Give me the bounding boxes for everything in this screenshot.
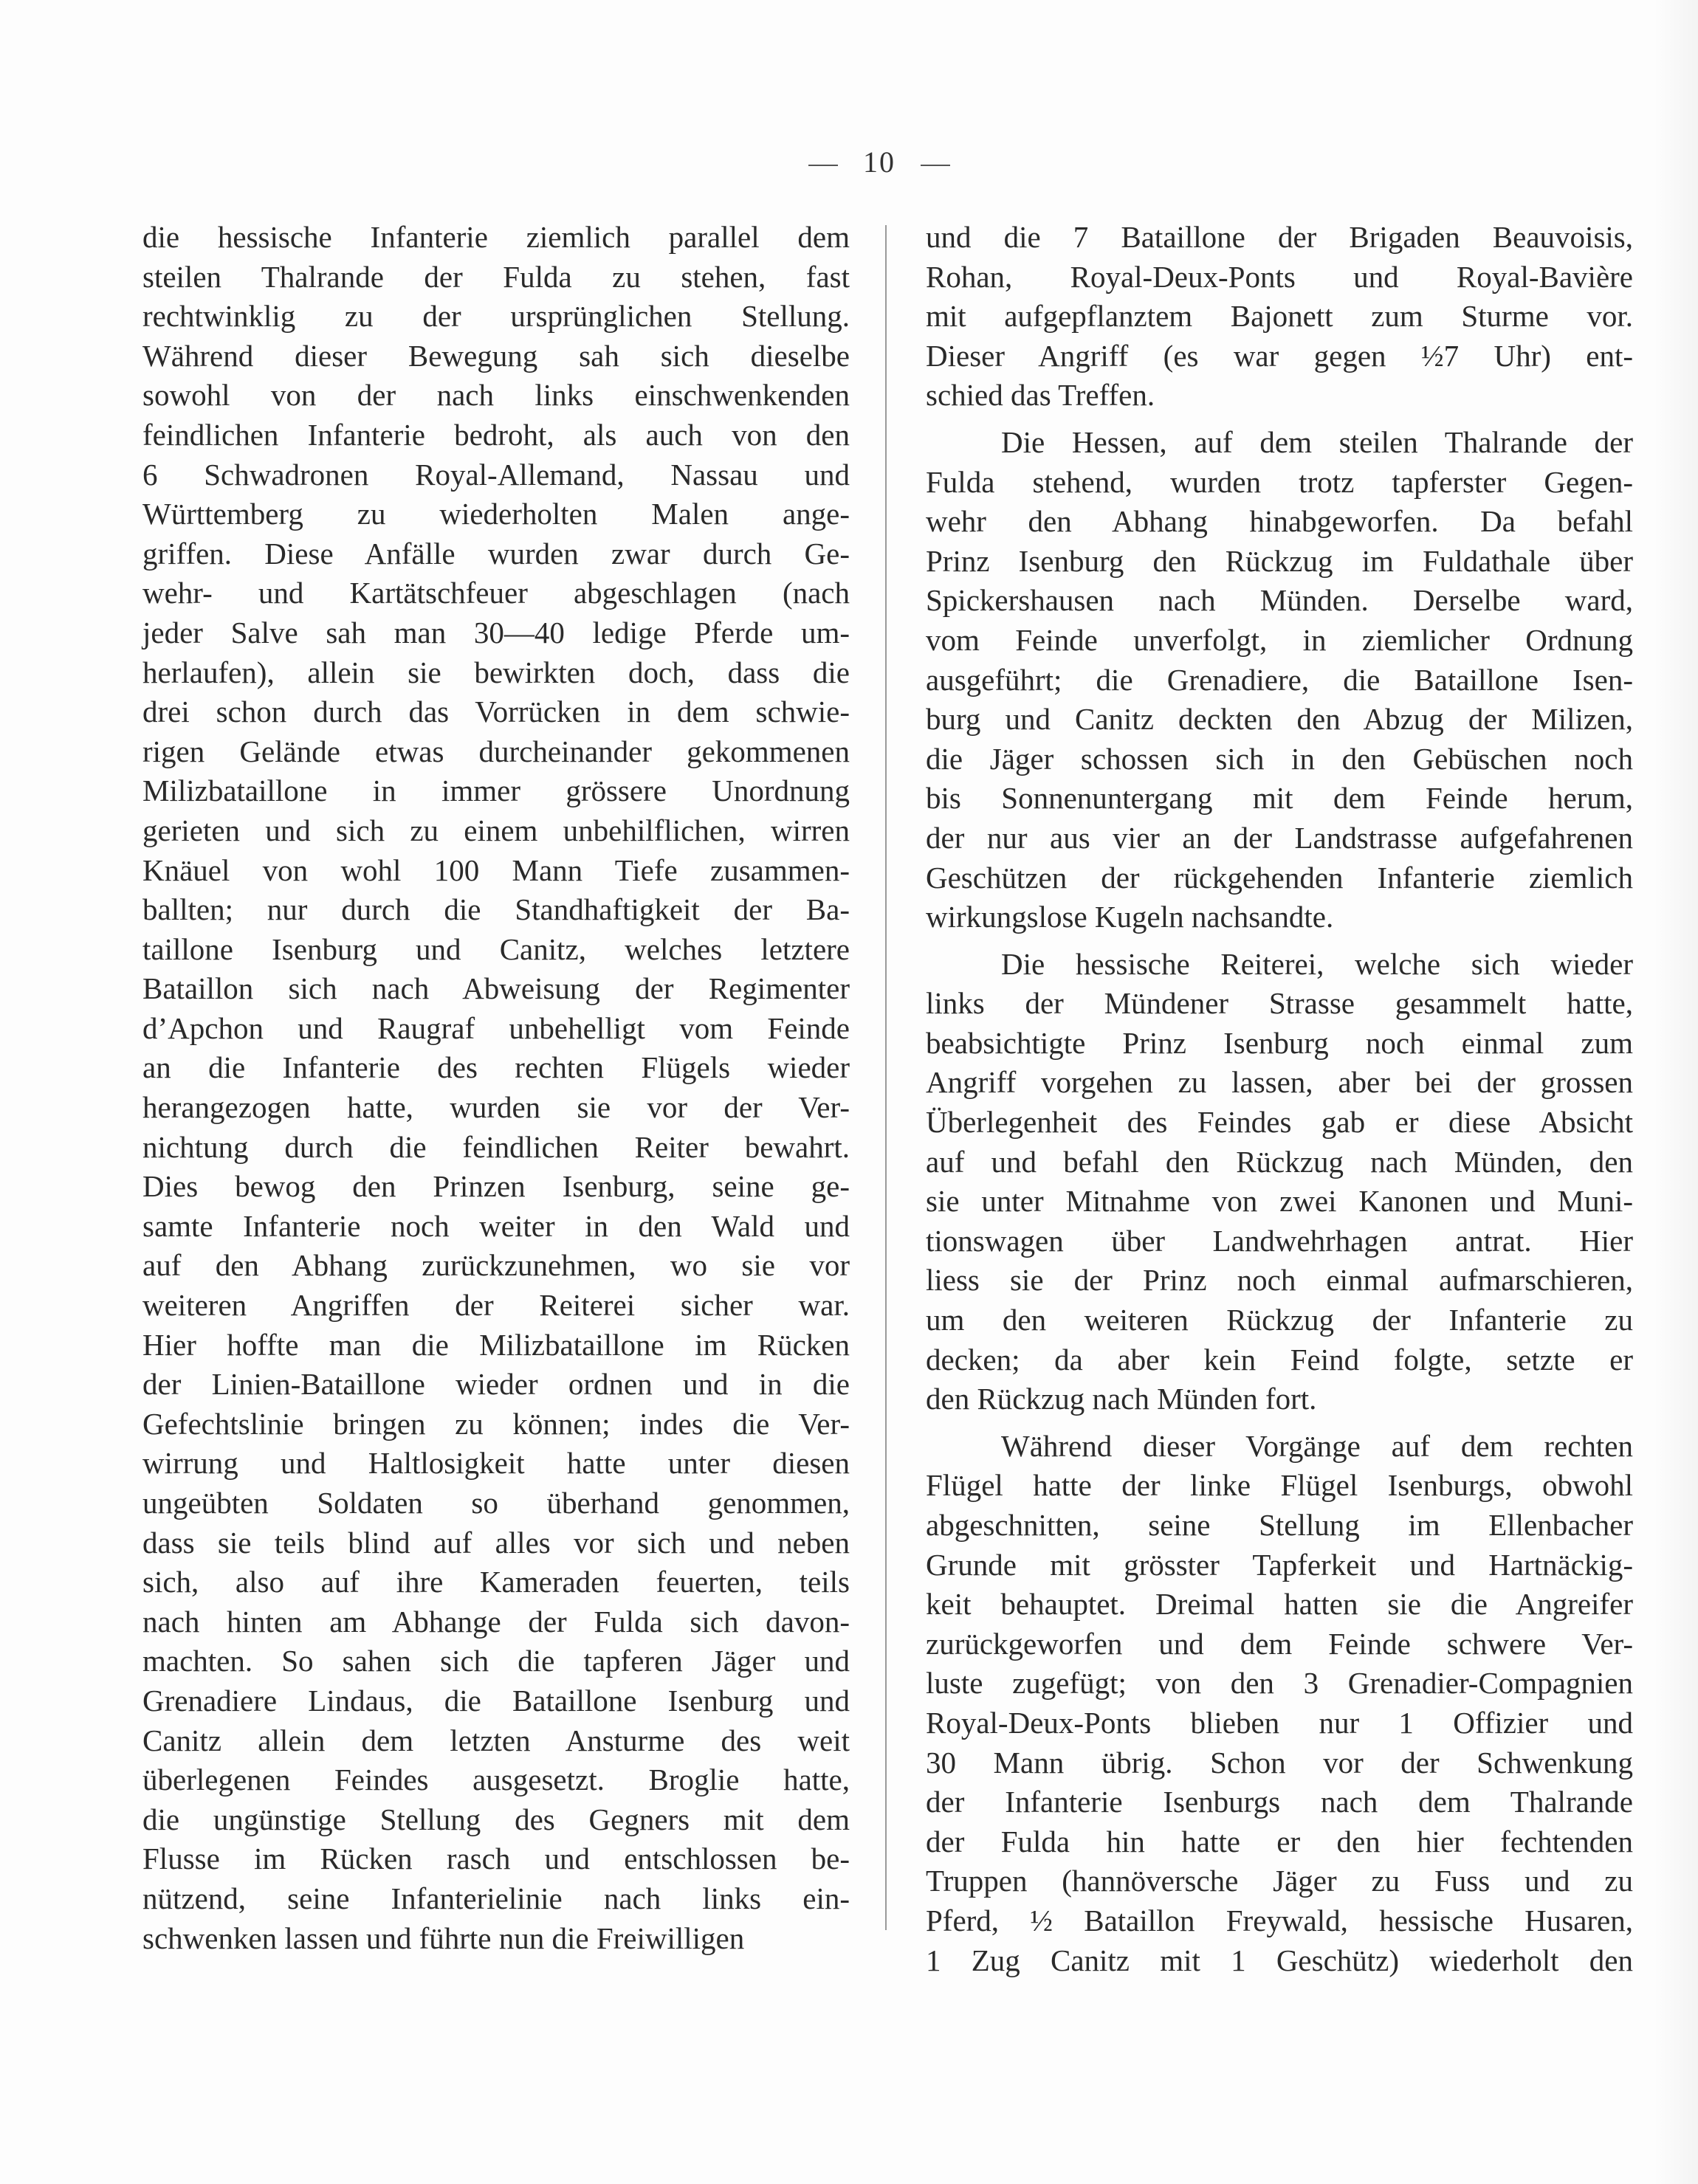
text-line: drei schon durch das Vorrücken in dem schwie- bbox=[142, 695, 850, 729]
text-line: die ungünstige Stellung des Gegners mit dem bbox=[142, 1802, 850, 1836]
text-line: Spickershausen nach Münden. Derselbe ward, bbox=[926, 583, 1633, 618]
page-number bbox=[0, 145, 1698, 179]
text-line: Truppen (hannöversche Jäger zu Fuss und zu bbox=[926, 1864, 1633, 1898]
text-line: Fulda stehend, wurden trotz tapferster Gegen- bbox=[926, 464, 1633, 499]
page-edge-shadow bbox=[1654, 0, 1698, 2184]
paragraph bbox=[926, 423, 1633, 937]
text-line: 1 Zug Canitz mit 1 Geschütz) wiederholt den bbox=[926, 1943, 1633, 1977]
text-line: Knäuel von wohl 100 Mann Tiefe zusammen- bbox=[142, 852, 850, 887]
text-line: die hessische Infanterie ziemlich parallel dem bbox=[142, 220, 850, 254]
text-line: an die Infanterie des rechten Flügels wieder bbox=[142, 1050, 850, 1085]
text-line: nach hinten am Abhange der Fulda sich davon- bbox=[142, 1604, 850, 1639]
paragraph bbox=[926, 218, 1633, 416]
text-line: keit behauptet. Dreimal hatten sie die Angreifer bbox=[926, 1587, 1633, 1622]
text-line: Grunde mit grösster Tapferkeit und Hartnäckig- bbox=[926, 1547, 1633, 1582]
text-line: wehr den Abhang hinabgeworfen. Da befahl bbox=[926, 504, 1633, 539]
text-line: auf den Abhang zurückzunehmen, wo sie vor bbox=[142, 1248, 850, 1283]
paragraph-gap bbox=[926, 1419, 1633, 1427]
text-line: abgeschnitten, seine Stellung im Ellenbacher bbox=[926, 1508, 1633, 1542]
text-line: nichtung durch die feindlichen Reiter bewahrt. bbox=[142, 1129, 850, 1164]
text-line: wehr- und Kartätschfeuer abgeschlagen (nach bbox=[142, 576, 850, 610]
right-column bbox=[926, 218, 1633, 1980]
text-line: Canitz allein dem letzten Ansturme des weit bbox=[142, 1723, 850, 1757]
text-line: dass sie teils blind auf alles vor sich und neben bbox=[142, 1525, 850, 1560]
text-line: um den weiteren Rückzug der Infanterie zu bbox=[926, 1303, 1633, 1337]
text-line: machten. So sahen sich die tapferen Jäger und bbox=[142, 1644, 850, 1678]
text-line: mit aufgepflanztem Bajonett zum Sturme vor. bbox=[926, 299, 1633, 334]
text-line: jeder Salve sah man 30—40 ledige Pferde um- bbox=[142, 615, 850, 650]
text-line: Dieser Angriff (es war gegen ½7 Uhr) ent- bbox=[926, 338, 1633, 373]
text-line: rechtwinklig zu der ursprünglichen Stellung. bbox=[142, 299, 850, 334]
text-line: Rohan, Royal-Deux-Ponts und Royal-Bavière bbox=[926, 259, 1633, 294]
text-line: steilen Thalrande der Fulda zu stehen, fast bbox=[142, 259, 850, 294]
text-line: Die Hessen, auf dem steilen Thalrande der bbox=[1001, 424, 1633, 459]
text-line: Geschützen der rückgehenden Infanterie ziemlich bbox=[926, 860, 1633, 895]
text-line: d’Apchon und Raugraf unbehelligt vom Feinde bbox=[142, 1010, 850, 1045]
text-line: Flusse im Rücken rasch und entschlossen be- bbox=[142, 1842, 850, 1876]
text-line: sich, also auf ihre Kameraden feuerten, teils bbox=[142, 1565, 850, 1599]
text-line: 6 Schwadronen Royal-Allemand, Nassau und bbox=[142, 457, 850, 492]
text-line: tionswagen über Landwehrhagen antrat. Hier bbox=[926, 1223, 1633, 1258]
text-line: links der Mündener Strasse gesammelt hatte, bbox=[926, 986, 1633, 1021]
text-line: wirkungslose Kugeln nachsandte. bbox=[926, 900, 1334, 934]
paragraph bbox=[926, 945, 1633, 1419]
text-line: Während dieser Bewegung sah sich dieselbe bbox=[142, 338, 850, 373]
paragraph-gap bbox=[926, 937, 1633, 945]
paragraph bbox=[926, 1427, 1633, 1980]
text-line: feindlichen Infanterie bedroht, als auch von den bbox=[142, 417, 850, 452]
paragraph-gap bbox=[926, 416, 1633, 423]
text-line: Dies bewog den Prinzen Isenburg, seine ge- bbox=[142, 1169, 850, 1204]
text-line: decken; da aber kein Feind folgte, setzte er bbox=[926, 1342, 1633, 1377]
text-line: Württemberg zu wiederholten Malen ange- bbox=[142, 497, 850, 531]
page-number-value: 10 bbox=[863, 145, 896, 179]
text-line: und die 7 Bataillone der Brigaden Beauvoisis, bbox=[926, 220, 1633, 254]
text-line: ausgeführt; die Grenadiere, die Bataillone Isen- bbox=[926, 662, 1633, 697]
text-line: schwenken lassen und führte nun die Freiwilligen bbox=[142, 1921, 745, 1955]
text-line: wirrung und Haltlosigkeit hatte unter diesen bbox=[142, 1446, 850, 1481]
text-line: Prinz Isenburg den Rückzug im Fuldathale über bbox=[926, 543, 1633, 578]
text-line: Milizbataillone in immer grössere Unordnung bbox=[142, 774, 850, 808]
text-line: bis Sonnenuntergang mit dem Feinde herum, bbox=[926, 781, 1633, 816]
text-line: herlaufen), allein sie bewirkten doch, dass die bbox=[142, 655, 850, 689]
text-line: Gefechtslinie bringen zu können; indes die Ver- bbox=[142, 1406, 850, 1441]
text-line: luste zugefügt; von den 3 Grenadier-Compagnien bbox=[926, 1666, 1633, 1701]
text-line: Angriff vorgehen zu lassen, aber bei der grossen bbox=[926, 1065, 1633, 1100]
text-line: der Fulda hin hatte er den hier fechtenden bbox=[926, 1824, 1633, 1859]
page-number-dash-left bbox=[808, 165, 838, 166]
text-line: Pferd, ½ Bataillon Freywald, hessische Husaren, bbox=[926, 1903, 1633, 1937]
text-line: beabsichtigte Prinz Isenburg noch einmal zum bbox=[926, 1025, 1633, 1060]
text-line: griffen. Diese Anfälle wurden zwar durch Ge- bbox=[142, 536, 850, 571]
text-line: die Jäger schossen sich in den Gebüschen noch bbox=[926, 741, 1633, 776]
text-line: der Linien-Bataillone wieder ordnen und in die bbox=[142, 1367, 850, 1402]
text-line: vom Feinde unverfolgt, in ziemlicher Ordnung bbox=[926, 622, 1633, 657]
text-line: ungeübten Soldaten so überhand genommen, bbox=[142, 1486, 850, 1520]
text-line: sowohl von der nach links einschwenkenden bbox=[142, 378, 850, 413]
text-line: Die hessische Reiterei, welche sich wieder bbox=[1001, 946, 1633, 981]
text-line: herangezogen hatte, wurden sie vor der Ver- bbox=[142, 1090, 850, 1125]
text-line: ballten; nur durch die Standhaftigkeit der Ba- bbox=[142, 892, 850, 927]
text-line: Während dieser Vorgänge auf dem rechten bbox=[1001, 1428, 1633, 1463]
text-line: Überlegenheit des Feindes gab er diese Absicht bbox=[926, 1105, 1633, 1140]
text-line: liess sie der Prinz noch einmal aufmarschieren, bbox=[926, 1263, 1633, 1298]
text-line: den Rückzug nach Münden fort. bbox=[926, 1382, 1317, 1416]
text-line: der Infanterie Isenburgs nach dem Thalrande bbox=[926, 1785, 1633, 1819]
text-line: weiteren Angriffen der Reiterei sicher war. bbox=[142, 1288, 850, 1323]
text-line: Royal-Deux-Ponts blieben nur 1 Offizier und bbox=[926, 1705, 1633, 1740]
text-line: burg und Canitz deckten den Abzug der Milizen, bbox=[926, 702, 1633, 737]
text-line: gerieten und sich zu einem unbehilflichen, wirren bbox=[142, 813, 850, 847]
text-line: rigen Gelände etwas durcheinander gekommenen bbox=[142, 734, 850, 768]
text-line: zurückgeworfen und dem Feinde schwere Ver- bbox=[926, 1626, 1633, 1661]
text-line: Flügel hatte der linke Flügel Isenburgs, obwohl bbox=[926, 1468, 1633, 1503]
text-line: der nur aus vier an der Landstrasse aufgefahrenen bbox=[926, 820, 1633, 855]
text-line: sie unter Mitnahme von zwei Kanonen und Muni- bbox=[926, 1184, 1633, 1219]
text-line: Grenadiere Lindaus, die Bataillone Isenburg und bbox=[142, 1683, 850, 1718]
text-line: nützend, seine Infanterielinie nach links ein- bbox=[142, 1881, 850, 1915]
page-number-dash-right bbox=[921, 165, 950, 166]
text-line: Bataillon sich nach Abweisung der Regimenter bbox=[142, 971, 850, 1006]
text-line: 30 Mann übrig. Schon vor der Schwenkung bbox=[926, 1745, 1633, 1780]
text-line: auf und befahl den Rückzug nach Münden, den bbox=[926, 1144, 1633, 1179]
column-divider bbox=[885, 225, 887, 1930]
text-line: schied das Treffen. bbox=[926, 378, 1155, 413]
text-line: samte Infanterie noch weiter in den Wald und bbox=[142, 1208, 850, 1243]
text-line: Hier hoffte man die Milizbataillone im Rücken bbox=[142, 1327, 850, 1362]
left-column bbox=[142, 218, 850, 1958]
text-line: taillone Isenburg und Canitz, welches letztere bbox=[142, 931, 850, 966]
text-line: überlegenen Feindes ausgesetzt. Broglie hatte, bbox=[142, 1763, 850, 1797]
